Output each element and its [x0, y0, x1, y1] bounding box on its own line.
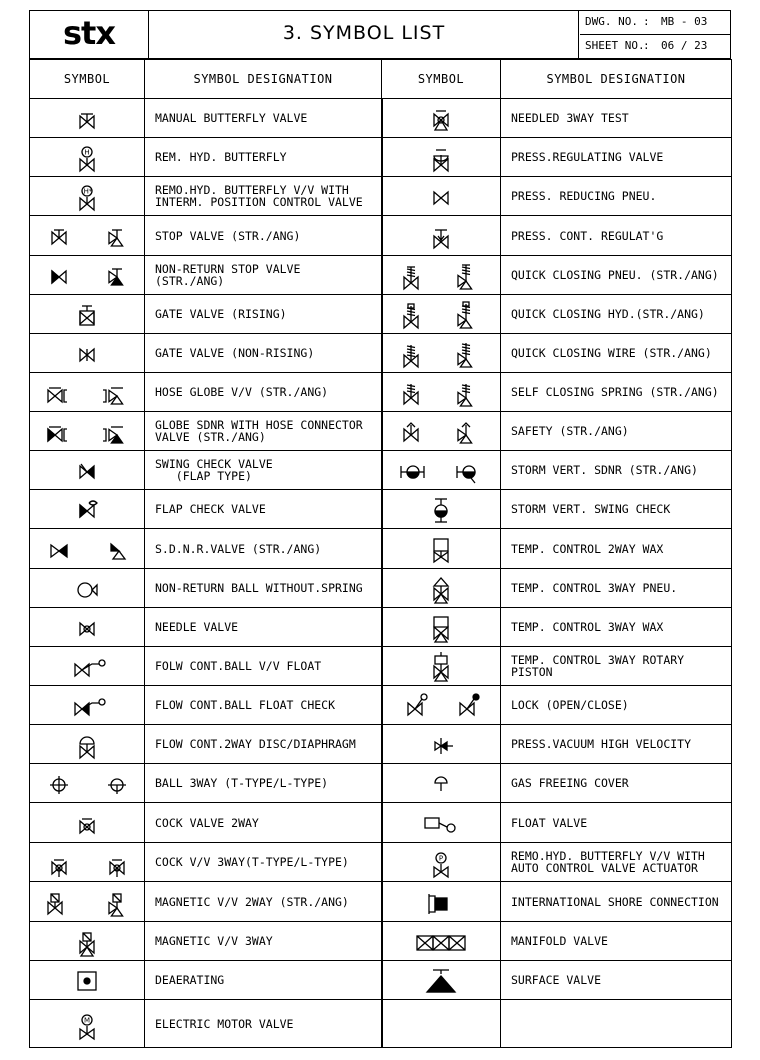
- drawing-number-cell: [580, 11, 730, 35]
- designation-cell-right: [501, 608, 732, 647]
- valve-symbol-icon: [391, 844, 491, 880]
- designation-text: STORM VERT. SDNR (STR./ANG): [511, 463, 698, 477]
- valve-symbol-icon: [37, 962, 137, 998]
- designation-text: NEEDLE VALVE: [155, 620, 239, 634]
- valve-symbol-icon: [391, 726, 491, 762]
- symbol-cell-right: [382, 451, 501, 490]
- valve-symbol-icon: [37, 452, 137, 488]
- valve-symbol-icon: [37, 726, 137, 762]
- symbol-cell-right: [382, 647, 501, 686]
- table-row: [30, 451, 732, 490]
- table-row: [30, 843, 732, 882]
- designation-cell: [145, 686, 382, 725]
- valve-symbol-icon: [391, 257, 491, 293]
- stx-logo: stx: [63, 14, 115, 52]
- designation-text: FLOW CONT.BALL FLOAT CHECK: [155, 698, 336, 712]
- designation-text: PRESS. REDUCING PNEU.: [511, 189, 657, 203]
- symbol-cell: [30, 216, 145, 256]
- designation-cell-right: [501, 334, 732, 373]
- designation-text: QUICK CLOSING WIRE (STR./ANG): [511, 346, 712, 360]
- designation-text: NEEDLED 3WAY TEST: [511, 111, 629, 125]
- valve-symbol-icon: [391, 687, 491, 723]
- symbol-table: [29, 59, 732, 1048]
- designation-text: GATE VALVE (RISING): [155, 307, 287, 321]
- designation-cell-right: [501, 569, 732, 608]
- designation-cell: [145, 373, 382, 412]
- designation-cell-right: [501, 216, 732, 256]
- designation-cell: [145, 764, 382, 803]
- designation-text: NON-RETURN BALL WITHOUT.SPRING: [155, 581, 363, 595]
- designation-text: FLAP CHECK VALVE: [155, 502, 266, 516]
- designation-text: TEMP. CONTROL 3WAY WAX: [511, 620, 664, 634]
- symbol-cell: [30, 529, 145, 569]
- designation-text: (STR./ANG): [155, 274, 225, 288]
- table-header-row: [30, 60, 732, 99]
- table-row: [30, 725, 732, 764]
- symbol-cell: [30, 647, 145, 686]
- symbol-cell: [30, 177, 145, 216]
- symbol-cell: [30, 686, 145, 725]
- designation-cell: [145, 451, 382, 490]
- valve-symbol-icon: [37, 765, 137, 801]
- symbol-cell-right: [382, 412, 501, 451]
- designation-cell: [145, 803, 382, 843]
- designation-text: GAS FREEING COVER: [511, 776, 629, 790]
- symbol-cell: [30, 451, 145, 490]
- designation-text: GATE VALVE (NON-RISING): [155, 346, 315, 360]
- table-row: [30, 764, 732, 803]
- valve-symbol-icon: [37, 335, 137, 371]
- valve-symbol-icon: [391, 923, 491, 959]
- designation-cell: [145, 138, 382, 177]
- designation-text: DEAERATING: [155, 973, 225, 987]
- designation-cell: [145, 490, 382, 529]
- valve-symbol-icon: [391, 609, 491, 645]
- valve-symbol-icon: [391, 648, 491, 684]
- valve-symbol-icon: [391, 531, 491, 567]
- designation-text: (FLAP TYPE): [155, 469, 252, 483]
- designation-text: FLOW CONT.2WAY DISC/DIAPHRAGM: [155, 737, 356, 751]
- designation-cell-right: [501, 725, 732, 764]
- valve-symbol-icon: [391, 570, 491, 606]
- designation-cell-right: [501, 490, 732, 529]
- symbol-cell: [30, 334, 145, 373]
- designation-cell: [145, 295, 382, 334]
- designation-cell-right: [501, 138, 732, 177]
- valve-symbol-icon: [391, 962, 491, 998]
- valve-symbol-icon: [391, 765, 491, 801]
- designation-cell: [145, 882, 382, 922]
- designation-cell-right: [501, 922, 732, 961]
- table-row: [30, 490, 732, 529]
- col-header-designation-right: SYMBOL DESIGNATION: [501, 60, 732, 99]
- designation-cell: [145, 725, 382, 764]
- designation-text: SELF CLOSING SPRING (STR./ANG): [511, 385, 719, 399]
- designation-cell: [145, 1000, 382, 1048]
- symbol-cell-right: [382, 216, 501, 256]
- designation-cell-right: [501, 1000, 732, 1048]
- symbol-cell-right: [382, 608, 501, 647]
- table-row: [30, 686, 732, 725]
- valve-symbol-icon: [391, 296, 491, 332]
- designation-text: TEMP. CONTROL 3WAY ROTARY: [511, 653, 685, 667]
- designation-text: NON-RETURN STOP VALVE: [155, 262, 301, 276]
- table-row: [30, 922, 732, 961]
- designation-text: REMO.HYD. BUTTERFLY V/V WITH: [511, 849, 705, 863]
- symbol-cell: [30, 961, 145, 1000]
- designation-text: QUICK CLOSING HYD.(STR./ANG): [511, 307, 705, 321]
- symbol-cell: [30, 138, 145, 177]
- designation-text: MANUAL BUTTERFLY VALVE: [155, 111, 308, 125]
- valve-symbol-icon: [37, 570, 137, 606]
- svg-text:H: H: [84, 148, 90, 157]
- designation-text: QUICK CLOSING PNEU. (STR./ANG): [511, 268, 719, 282]
- designation-text: SWING CHECK VALVE: [155, 457, 273, 471]
- designation-text: REM. HYD. BUTTERFLY: [155, 150, 287, 164]
- valve-symbol-icon: [37, 923, 137, 959]
- designation-cell-right: [501, 882, 732, 922]
- designation-cell-right: [501, 686, 732, 725]
- valve-symbol-icon: [391, 100, 491, 136]
- symbol-cell: [30, 99, 145, 138]
- symbol-cell: [30, 569, 145, 608]
- designation-cell: [145, 529, 382, 569]
- drawing-number-value: MB - 03: [661, 15, 708, 28]
- valve-symbol-icon: [391, 491, 491, 527]
- symbol-cell: [30, 764, 145, 803]
- valve-symbol-icon: [37, 687, 137, 723]
- symbol-list-sheet: [29, 10, 731, 1050]
- designation-text: PRESS.REGULATING VALVE: [511, 150, 664, 164]
- table-row: [30, 177, 732, 216]
- designation-text: PRESS.VACUUM HIGH VELOCITY: [511, 737, 692, 751]
- symbol-cell: [30, 412, 145, 451]
- drawing-number-colon: :: [643, 15, 650, 28]
- table-row: [30, 99, 732, 138]
- valve-symbol-icon: [37, 413, 137, 449]
- symbol-cell: [30, 490, 145, 529]
- designation-cell: [145, 99, 382, 138]
- symbol-cell-right: [382, 373, 501, 412]
- valve-symbol-icon: [37, 491, 137, 527]
- table-row: [30, 138, 732, 177]
- symbol-cell-right: [382, 803, 501, 843]
- table-row: [30, 608, 732, 647]
- designation-cell: [145, 843, 382, 882]
- designation-text: HOSE GLOBE V/V (STR./ANG): [155, 385, 329, 399]
- designation-cell-right: [501, 412, 732, 451]
- svg-text:P: P: [439, 854, 444, 863]
- designation-cell-right: [501, 177, 732, 216]
- designation-cell-right: [501, 451, 732, 490]
- designation-cell: [145, 412, 382, 451]
- designation-cell: [145, 177, 382, 216]
- valve-symbol-icon: [37, 296, 137, 332]
- designation-text: PISTON: [511, 665, 553, 679]
- designation-text: SURFACE VALVE: [511, 973, 602, 987]
- valve-symbol-icon: [391, 218, 491, 254]
- designation-cell-right: [501, 961, 732, 1000]
- designation-text: PRESS. CONT. REGULAT'G: [511, 228, 664, 243]
- designation-cell-right: [501, 295, 732, 334]
- symbol-cell-right: [382, 922, 501, 961]
- valve-symbol-icon: [37, 1006, 137, 1042]
- symbol-cell-right: [382, 138, 501, 177]
- designation-text: ELECTRIC MOTOR VALVE: [155, 1016, 294, 1031]
- symbol-cell: [30, 922, 145, 961]
- valve-symbol-icon: [37, 218, 137, 254]
- designation-cell: [145, 647, 382, 686]
- designation-text: COCK V/V 3WAY(T-TYPE/L-TYPE): [155, 855, 349, 869]
- designation-text: STOP VALVE (STR./ANG): [155, 228, 301, 243]
- designation-cell-right: [501, 99, 732, 138]
- designation-text: REMO.HYD. BUTTERFLY V/V WITH: [155, 183, 349, 197]
- designation-text: TEMP. CONTROL 3WAY PNEU.: [511, 581, 678, 595]
- valve-symbol-icon: [37, 374, 137, 410]
- symbol-cell: [30, 725, 145, 764]
- designation-text: VALVE (STR./ANG): [155, 430, 266, 444]
- designation-cell-right: [501, 803, 732, 843]
- designation-cell-right: [501, 843, 732, 882]
- sheet-number-value: 06 / 23: [661, 39, 708, 52]
- symbol-cell-right: [382, 295, 501, 334]
- designation-cell-right: [501, 373, 732, 412]
- valve-symbol-icon: [391, 139, 491, 175]
- symbol-cell: [30, 882, 145, 922]
- table-row: [30, 647, 732, 686]
- designation-text: MAGNETIC V/V 2WAY (STR./ANG): [155, 894, 349, 909]
- designation-cell: [145, 569, 382, 608]
- designation-cell-right: [501, 764, 732, 803]
- valve-symbol-icon: [37, 257, 137, 293]
- valve-symbol-icon: [391, 178, 491, 214]
- symbol-cell-right: [382, 882, 501, 922]
- svg-text:M: M: [83, 1016, 91, 1024]
- table-row: [30, 334, 732, 373]
- col-header-symbol: SYMBOL: [30, 60, 145, 99]
- symbol-cell-right: [382, 490, 501, 529]
- designation-text: MANIFOLD VALVE: [511, 934, 608, 948]
- symbol-cell-right: [382, 1000, 501, 1048]
- table-row: [30, 529, 732, 569]
- sheet-number-label: SHEET NO.: [585, 39, 645, 52]
- symbol-cell: [30, 1000, 145, 1048]
- designation-cell: [145, 216, 382, 256]
- valve-symbol-icon: [37, 884, 137, 920]
- table-row: [30, 803, 732, 843]
- symbol-cell-right: [382, 334, 501, 373]
- symbol-cell: [30, 843, 145, 882]
- designation-text: INTERNATIONAL SHORE CONNECTION: [511, 894, 719, 909]
- designation-cell: [145, 961, 382, 1000]
- symbol-cell: [30, 803, 145, 843]
- symbol-cell-right: [382, 177, 501, 216]
- designation-text: S.D.N.R.VALVE (STR./ANG): [155, 541, 322, 556]
- designation-text: AUTO CONTROL VALVE ACTUATOR: [511, 861, 698, 875]
- valve-symbol-icon: [37, 844, 137, 880]
- valve-symbol-icon: [391, 413, 491, 449]
- designation-cell-right: [501, 647, 732, 686]
- valve-symbol-icon: [37, 609, 137, 645]
- title-cell: [150, 11, 579, 58]
- table-row: [30, 882, 732, 922]
- designation-text: MAGNETIC V/V 3WAY: [155, 934, 273, 948]
- symbol-cell-right: [382, 725, 501, 764]
- logo-cell: [30, 11, 149, 58]
- designation-text: COCK VALVE 2WAY: [155, 815, 259, 830]
- designation-cell: [145, 334, 382, 373]
- title-block: [29, 10, 731, 59]
- designation-text: STORM VERT. SWING CHECK: [511, 502, 671, 516]
- col-header-designation: SYMBOL DESIGNATION: [145, 60, 382, 99]
- symbol-cell-right: [382, 843, 501, 882]
- designation-cell-right: [501, 529, 732, 569]
- valve-symbol-icon: [37, 531, 137, 567]
- designation-cell: [145, 256, 382, 295]
- designation-text: GLOBE SDNR WITH HOSE CONNECTOR: [155, 418, 363, 432]
- designation-text: INTERM. POSITION CONTROL VALVE: [155, 195, 363, 209]
- designation-cell: [145, 608, 382, 647]
- symbol-cell-right: [382, 961, 501, 1000]
- symbol-cell-right: [382, 529, 501, 569]
- designation-text: BALL 3WAY (T-TYPE/L-TYPE): [155, 776, 329, 790]
- valve-symbol-icon: [391, 374, 491, 410]
- sheet-number-colon: :: [643, 39, 650, 52]
- table-row: [30, 1000, 732, 1048]
- valve-symbol-icon: [37, 100, 137, 136]
- table-row: [30, 373, 732, 412]
- symbol-cell: [30, 608, 145, 647]
- valve-symbol-icon: [391, 805, 491, 841]
- table-row: [30, 295, 732, 334]
- symbol-cell: [30, 373, 145, 412]
- designation-text: LOCK (OPEN/CLOSE): [511, 698, 629, 712]
- svg-text:H*: H*: [83, 187, 93, 196]
- valve-symbol-icon: [37, 139, 137, 175]
- symbol-cell-right: [382, 256, 501, 295]
- designation-cell-right: [501, 256, 732, 295]
- symbol-cell-right: [382, 569, 501, 608]
- col-header-symbol-right: SYMBOL: [382, 60, 501, 99]
- valve-symbol-icon: [37, 178, 137, 214]
- symbol-cell-right: [382, 99, 501, 138]
- designation-text: SAFETY (STR./ANG): [511, 424, 629, 438]
- valve-symbol-icon: [391, 452, 491, 488]
- valve-symbol-icon: [37, 648, 137, 684]
- valve-symbol-icon: [37, 805, 137, 841]
- symbol-cell: [30, 295, 145, 334]
- designation-cell: [145, 922, 382, 961]
- sheet-number-cell: [580, 35, 730, 58]
- designation-text: FOLW CONT.BALL V/V FLOAT: [155, 659, 322, 673]
- table-row: [30, 216, 732, 256]
- table-row: [30, 412, 732, 451]
- page-title: 3. SYMBOL LIST: [282, 22, 446, 44]
- table-row: [30, 256, 732, 295]
- symbol-cell: [30, 256, 145, 295]
- table-row: [30, 569, 732, 608]
- table-row: [30, 961, 732, 1000]
- symbol-cell-right: [382, 686, 501, 725]
- symbol-cell-right: [382, 764, 501, 803]
- drawing-number-label: DWG. NO.: [585, 15, 638, 28]
- designation-text: TEMP. CONTROL 2WAY WAX: [511, 541, 664, 556]
- valve-symbol-icon: [391, 335, 491, 371]
- valve-symbol-icon: [391, 884, 491, 920]
- designation-text: FLOAT VALVE: [511, 815, 588, 830]
